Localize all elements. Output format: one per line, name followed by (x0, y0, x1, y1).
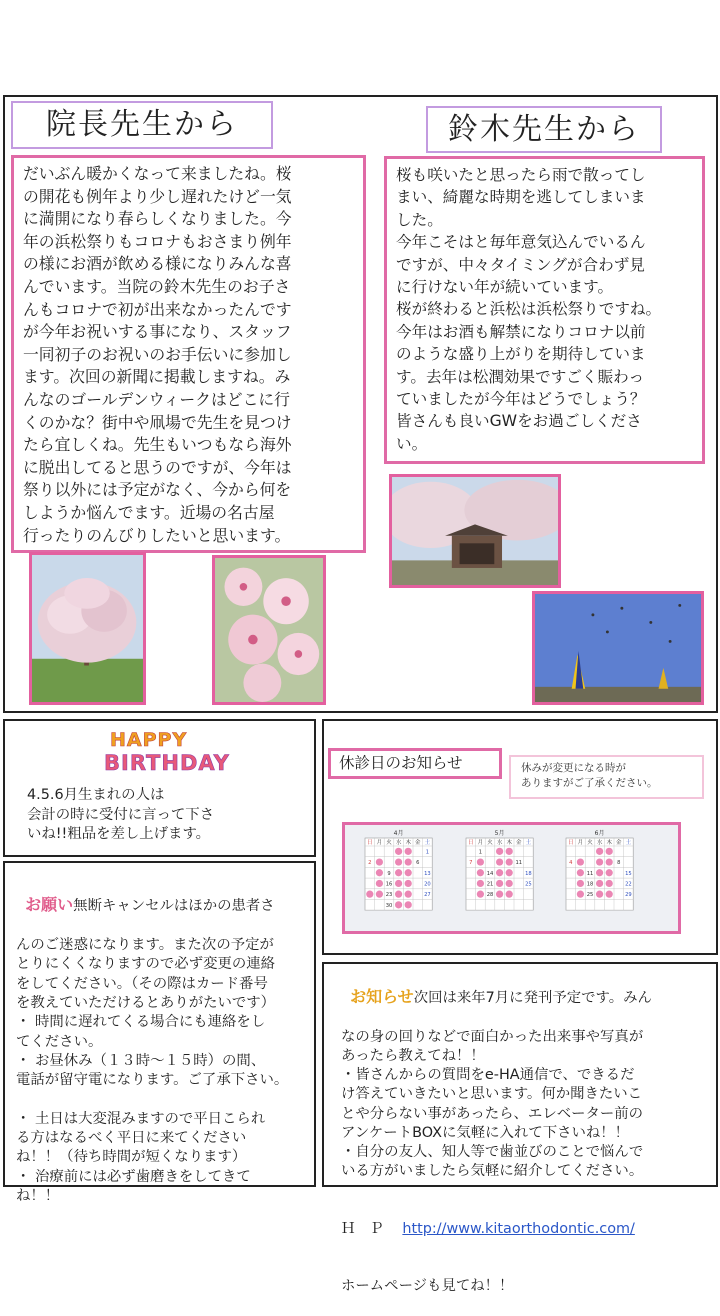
text-line: い。 (396, 434, 428, 453)
calendar-day-number: 27 (424, 892, 431, 899)
text-line: たら宜しくね。先生もいつもなら海外 (23, 435, 292, 455)
calendar-closed-day (577, 880, 584, 887)
text-line: だいぶん暖かくなって来ましたね。桜 (23, 164, 292, 183)
calendar-closed-day (496, 848, 503, 855)
text-line: 一同初子のお祝いのお手伝いに参加し (23, 344, 292, 364)
calendar-day-number: 20 (424, 881, 431, 888)
text-line: ていましたが今年はどうでしょう？ (396, 390, 646, 409)
calendar-closed-day (477, 869, 484, 876)
calendar-day-number: 23 (385, 892, 393, 899)
calendar-closed-day (506, 880, 513, 887)
text-line: 電話が留守電になります。ご了承下さい。 (16, 1072, 289, 1089)
calendar-day-number: 16 (385, 881, 393, 888)
calendar-weekday: 木 (606, 840, 612, 846)
text-line: を教えていただけるとありがたいです） (16, 995, 276, 1012)
calendar-closed-day (596, 880, 603, 887)
text-line (16, 1091, 288, 1110)
text-line (16, 917, 288, 936)
calendar-weekday: 土 (424, 840, 431, 846)
calendar-closed-day (606, 848, 613, 855)
calendar-closed-day (606, 880, 613, 887)
text-line: んもコロナで初が出来なかったんです (23, 299, 292, 319)
request-body (16, 917, 288, 1206)
calendar-closed-day (506, 848, 513, 855)
calendar-weekday: 土 (625, 840, 632, 846)
calendar-closed-day (395, 891, 402, 898)
calendar-weekday: 水 (596, 840, 603, 846)
cherry-park-hut-photo (389, 474, 561, 588)
text-line: 桜が終わると浜松は浜松祭りですね。 (396, 300, 662, 319)
calendar-closed-day (376, 858, 383, 865)
calendar-weekday: 水 (395, 840, 402, 846)
calendar-day-number: 21 (486, 881, 494, 888)
notice-first-line: 次回は来年7月に発刊予定です。みん (413, 990, 652, 1007)
text-line: てください。 (16, 1033, 103, 1050)
text-line: のような盛り上がりを期待していま (396, 345, 646, 364)
text-line: んなのゴールデンウィークはどこに行 (23, 389, 290, 409)
calendar-weekday: 月 (577, 840, 584, 846)
text-line (341, 1009, 652, 1028)
kite-festival-photo (532, 591, 704, 705)
calendar-closed-day (506, 858, 513, 865)
text-line: ね！！（待ち時間が短くなります） (16, 1149, 247, 1166)
notice-text (341, 968, 652, 1316)
text-line: 休みが変更になる時が (521, 762, 626, 774)
calendar-day-number: 1 (478, 849, 483, 856)
notice-hp-label: ＨＰ (341, 1220, 398, 1237)
calendar-closed-day (596, 869, 603, 876)
text-line: いる方がいましたら気軽に紹介してください。 (341, 1163, 644, 1180)
text-line: の様にお酒が飲める様になりみんな喜 (23, 254, 292, 274)
calendar-day-number: 1 (425, 849, 430, 856)
calendar-weekday: 月 (376, 840, 383, 846)
calendar-closed-day (477, 858, 484, 865)
calendar-weekday: 金 (415, 840, 421, 846)
text-line: 桜も咲いたと思ったら雨で散ってし (396, 166, 646, 184)
text-line: あったら教えてね！！ (341, 1048, 485, 1065)
calendar-day-number: 4 (569, 860, 573, 867)
calendar-closed-day (395, 901, 402, 908)
text-line: 会計の時に受付に言って下さ (27, 806, 215, 823)
text-line: 今年はお酒も解禁になりコロナ以前 (396, 322, 646, 341)
text-line: る方はなるべく平日に来てください (16, 1130, 247, 1147)
notice-last-line: ホームページも見てね！！ (341, 1278, 514, 1295)
text-line: ・自分の友人、知人等で歯並びのことで悩んで (341, 1144, 644, 1161)
calendar-closed-day (366, 891, 373, 898)
calendar-closed-day (596, 891, 603, 898)
calendar-grid (345, 825, 678, 931)
calendar-closed-day (395, 848, 402, 855)
suzuki-message-box (384, 156, 705, 464)
text-line: した。 (396, 210, 443, 229)
calendar-closed-day (596, 848, 603, 855)
calendar-month-label: 4月 (393, 830, 404, 837)
request-text (16, 876, 288, 1226)
calendar-closed-day (496, 880, 503, 887)
text-line: ・ お昼休み（１３時〜１５時）の間、 (16, 1052, 266, 1069)
calendar-day-number: 2 (368, 860, 372, 867)
calendar-day-number: 15 (625, 870, 632, 877)
text-line: まい、綺麗な時期を逃してしまいま (396, 188, 646, 207)
calendar-closed-day (577, 891, 584, 898)
calendar-closed-day (606, 891, 613, 898)
homepage-link[interactable]: http://www.kitaorthodontic.com/ (402, 1220, 635, 1237)
text-line: 4.5.6月生まれの人は (27, 787, 165, 803)
text-line: しようか悩んでます。近場の名古屋 (23, 502, 275, 522)
calendar-closed-day (405, 848, 412, 855)
text-line: ・ 治療前には必ず歯磨きをしてきて (16, 1168, 251, 1185)
calendar-closed-day (405, 869, 412, 876)
text-line: が今年お祝いする事になり、スタッフ (23, 322, 292, 342)
calendar-day-number: 11 (515, 860, 523, 867)
notice-hp-line (341, 1220, 652, 1239)
text-line: す。去年は松潤効果ですごく賑わっ (396, 367, 645, 386)
text-line: に脱出してると思うのですが、今年は (23, 457, 292, 477)
calendar-closed-day (577, 869, 584, 876)
closure-note (509, 755, 704, 799)
text-line: に行けない年が続いています。 (396, 278, 614, 297)
text-line: ・ 時間に遅れてくる場合にも連絡をし (16, 1014, 266, 1031)
text-line: いね!!粗品を差し上げます。 (27, 826, 211, 843)
happy-birthday-logo (98, 726, 246, 776)
calendar-day-number: 6 (416, 860, 420, 867)
notice-heading: お知らせ (350, 987, 414, 1007)
calendar-closed-day (496, 858, 503, 865)
calendar-closed-day (606, 858, 613, 865)
calendar-day-number: 29 (625, 892, 632, 899)
calendar-weekday: 火 (487, 840, 493, 846)
calendar-weekday: 土 (525, 840, 532, 846)
text-line: んでいます。当院の鈴木先生のお子さ (23, 276, 291, 296)
suzuki-message (396, 164, 702, 455)
calendar-closed-day (395, 869, 402, 876)
text-line: 今年こそはと毎年意気込んでいるん (396, 233, 646, 252)
cherry-blossom-closeup-photo (212, 555, 326, 705)
calendar-closed-day (405, 858, 412, 865)
calendar-weekday: 月 (477, 840, 484, 846)
calendar-weekday: 金 (516, 840, 522, 846)
calendar-weekday: 日 (367, 840, 373, 846)
calendar-weekday: 火 (386, 840, 392, 846)
director-message-box (11, 155, 366, 553)
calendar-day-number: 11 (586, 870, 594, 877)
text-line: 行ったりのんびりしたいと思います。 (23, 525, 291, 545)
calendar-closed-day (606, 869, 613, 876)
calendar-day-number: 30 (385, 902, 393, 909)
calendar-day-number: 8 (617, 860, 621, 867)
calendar-day-number: 22 (625, 881, 632, 888)
calendar-closed-day (395, 858, 402, 865)
calendar-closed-day (405, 880, 412, 887)
text-line: ます。次回の新聞に掲載しますね。み (23, 367, 291, 387)
text-line: ね！！ (16, 1188, 60, 1205)
calendar-closed-day (596, 858, 603, 865)
text-line: ・ 土日は大変混みますので平日こられ (16, 1110, 266, 1127)
text-line: んのご迷惑になります。また次の予定が (16, 937, 274, 954)
suzuki-title: 鈴木先生から (426, 106, 662, 153)
closure-title: 休診日のお知らせ (328, 748, 502, 779)
request-first-line: 無断キャンセルはほかの患者さ (73, 898, 275, 915)
calendar-weekday: 水 (496, 840, 503, 846)
calendar-weekday: 日 (468, 840, 474, 846)
calendar-closed-day (477, 891, 484, 898)
text-line: に満開になり春らしくなりました。今 (23, 209, 292, 229)
calendar-closed-day (395, 880, 402, 887)
request-heading: お願い (25, 895, 74, 915)
calendar-closed-day (506, 891, 513, 898)
calendar-day-number: 9 (387, 870, 391, 877)
calendar-closed-day (376, 880, 383, 887)
calendar-day-number: 18 (586, 881, 594, 888)
calendar-month-label: 6月 (594, 830, 605, 837)
director-message (23, 163, 363, 547)
calendar-day-number: 25 (525, 881, 532, 888)
birthday-message (27, 786, 214, 845)
calendar-closed-day (496, 869, 503, 876)
text-line: 祭り以外には予定がなく、今から何を (23, 480, 292, 500)
calendar-closed-day (477, 880, 484, 887)
notice-body (341, 1009, 652, 1182)
calendar-day-number: 14 (486, 870, 494, 877)
calendar-closed-day (405, 891, 412, 898)
calendar-closed-day (405, 901, 412, 908)
text-line: をしてください。（その際はカード番号 (16, 975, 268, 992)
calendar-day-number: 25 (586, 892, 594, 899)
calendar-weekday: 木 (506, 840, 512, 846)
text-line: とや分らない事があったら、エレベーター前の (341, 1105, 644, 1122)
calendar-day-number: 13 (424, 870, 431, 877)
calendar-day-number: 7 (469, 860, 473, 867)
calendar-closed-day (496, 891, 503, 898)
text-line: け答えていきたいと思います。何か聞きたいこ (341, 1086, 643, 1103)
calendar-weekday: 金 (616, 840, 622, 846)
text-line: ありますがご了承ください。 (521, 776, 658, 789)
calendar-day-number: 28 (486, 892, 494, 899)
happy-birthday-logo-line-2: BIRTHDAY (104, 751, 230, 775)
calendar-closed-day (376, 869, 383, 876)
calendar-weekday: 火 (587, 840, 593, 846)
happy-birthday-logo-line-1: HAPPY (110, 729, 188, 751)
calendar-month-label: 5月 (494, 830, 505, 837)
calendar-weekday: 木 (405, 840, 411, 846)
calendar-day-number: 18 (525, 870, 532, 877)
text-line: の開花も例年より少し遅れたけど一気 (23, 186, 292, 206)
calendar-closed-day (376, 891, 383, 898)
calendar-closed-day (577, 858, 584, 865)
director-title: 院長先生から (11, 101, 273, 149)
cherry-tree-photo (29, 552, 146, 705)
text-line: くのかな？街中や凧場で先生を見つけ (23, 412, 292, 432)
text-line: 年の浜松祭りもコロナもおさまり例年 (23, 231, 292, 251)
text-line: ですが、中々タイミングが合わず見 (396, 255, 645, 274)
text-line: ・皆さんからの質問をe-HA通信で、できるだ (341, 1067, 635, 1084)
text-line: アンケートBOXに気軽に入れて下さいね！！ (341, 1124, 630, 1141)
text-line: 皆さんも良いGWをお過ごしくださ (396, 412, 642, 431)
calendar-closed-day (506, 869, 513, 876)
text-line: なの身の回りなどで面白かった出来事や写真が (341, 1028, 644, 1045)
text-line: とりにくくなりますので必ず変更の連絡 (16, 956, 276, 973)
calendar-weekday: 日 (568, 840, 574, 846)
